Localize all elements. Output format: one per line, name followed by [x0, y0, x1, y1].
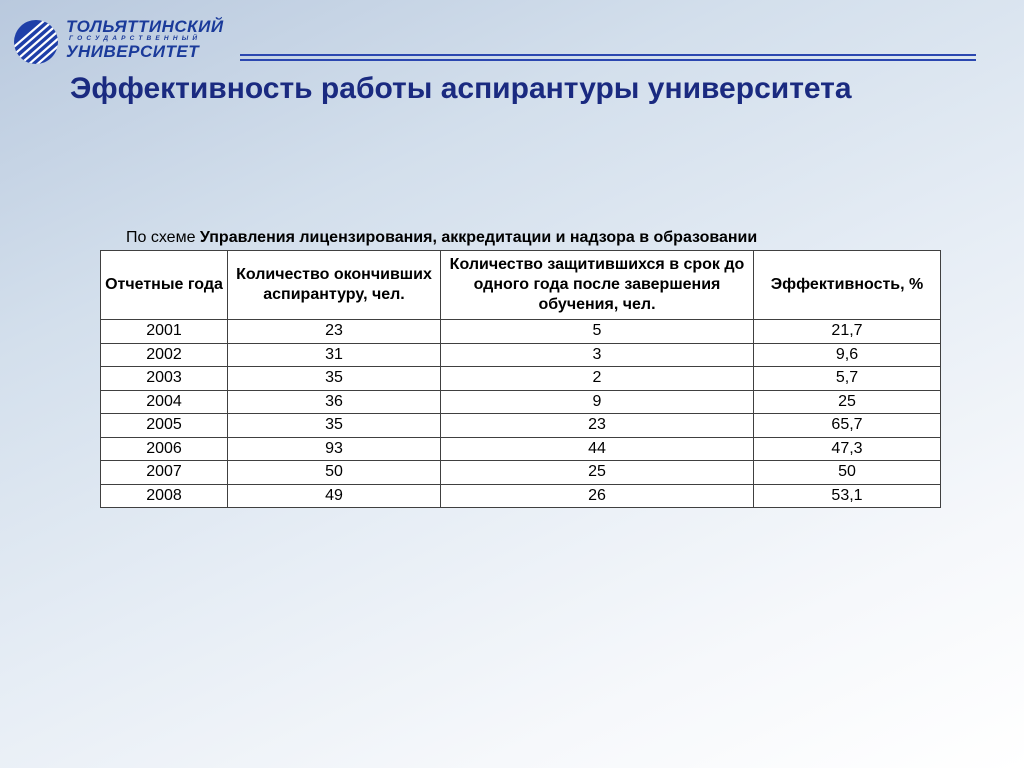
table-row: [101, 320, 941, 344]
table-row: [101, 437, 941, 461]
cell-efficiency: 50: [754, 461, 941, 485]
table-row: [101, 461, 941, 485]
cell-graduates: 36: [228, 390, 441, 414]
efficiency-table: [100, 250, 941, 508]
cell-efficiency: 65,7: [754, 414, 941, 438]
cell-year: 2004: [101, 390, 228, 414]
source-prefix: По схеме: [126, 229, 200, 246]
table-header-row: [101, 251, 941, 320]
cell-efficiency: 9,6: [754, 343, 941, 367]
page-title: Эффективность работы аспирантуры университета: [70, 72, 852, 105]
cell-defended: 3: [441, 343, 754, 367]
cell-efficiency: 47,3: [754, 437, 941, 461]
cell-graduates: 50: [228, 461, 441, 485]
cell-efficiency: 53,1: [754, 484, 941, 508]
cell-defended: 25: [441, 461, 754, 485]
logo-wordmark: [66, 18, 224, 60]
cell-year: 2007: [101, 461, 228, 485]
logo-line-2: ГОСУДАРСТВЕННЫЙ: [69, 35, 202, 42]
table-row: [101, 484, 941, 508]
cell-year: 2003: [101, 367, 228, 391]
header-defended: Количество защитившихся в срок до одного года после завершения обучения, чел.: [441, 251, 754, 320]
cell-graduates: 23: [228, 320, 441, 344]
cell-defended: 44: [441, 437, 754, 461]
source-note: [126, 229, 757, 247]
header-efficiency: Эффективность, %: [754, 251, 941, 320]
cell-efficiency: 5,7: [754, 367, 941, 391]
cell-year: 2006: [101, 437, 228, 461]
table-row: [101, 343, 941, 367]
cell-graduates: 49: [228, 484, 441, 508]
cell-defended: 26: [441, 484, 754, 508]
cell-graduates: 93: [228, 437, 441, 461]
cell-defended: 23: [441, 414, 754, 438]
table-row: [101, 390, 941, 414]
cell-year: 2002: [101, 343, 228, 367]
cell-graduates: 31: [228, 343, 441, 367]
cell-efficiency: 25: [754, 390, 941, 414]
logo-line-3: УНИВЕРСИТЕТ: [66, 42, 200, 61]
cell-defended: 9: [441, 390, 754, 414]
globe-icon: [12, 18, 60, 66]
logo-line-1: ТОЛЬЯТТИНСКИЙ: [66, 17, 224, 36]
cell-year: 2001: [101, 320, 228, 344]
source-organization: Управления лицензирования, аккредитации и надзора в образовании: [199, 229, 758, 246]
cell-defended: 2: [441, 367, 754, 391]
cell-graduates: 35: [228, 367, 441, 391]
cell-graduates: 35: [228, 414, 441, 438]
cell-efficiency: 21,7: [754, 320, 941, 344]
header-graduates: Количество окончивших аспирантуру, чел.: [228, 251, 441, 320]
header-years: Отчетные года: [101, 251, 228, 320]
cell-year: 2005: [101, 414, 228, 438]
header-rule: [240, 54, 976, 61]
table-row: [101, 414, 941, 438]
table-row: [101, 367, 941, 391]
cell-year: 2008: [101, 484, 228, 508]
cell-defended: 5: [441, 320, 754, 344]
